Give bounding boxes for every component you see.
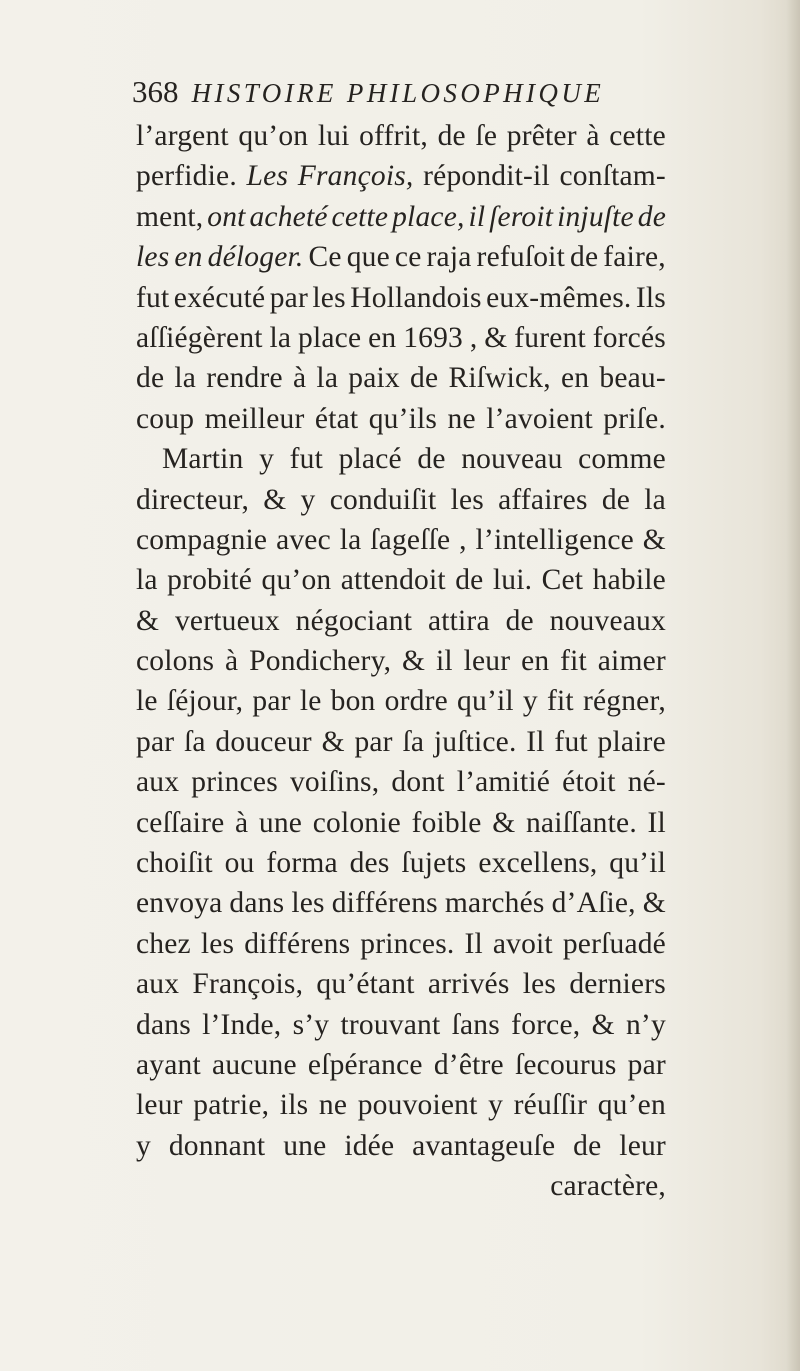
italic-word: François, [297,160,414,193]
word: ceſſaire [136,806,225,839]
word: ſageſſe [370,523,451,556]
word: attira [427,604,490,637]
word: perfidie. [136,160,237,193]
italic-word: injuſte [557,200,634,233]
word: y [488,1089,504,1122]
word: compagnie [136,523,268,556]
word: arrivés [427,968,510,1001]
text-line [136,520,666,560]
word: aux [136,766,180,799]
word: de [136,362,165,395]
word: ordre [384,685,448,718]
word: dont [391,766,445,799]
text-line [136,116,666,156]
text-line [136,439,666,479]
text-line [136,560,666,600]
word: leur [463,645,511,678]
word: princes [191,766,278,799]
word: ſe [475,120,498,152]
word: Il [647,806,666,839]
text-line [136,1126,666,1166]
word: n’y [625,1008,666,1041]
word: le [299,685,322,718]
word: ou [224,847,255,880]
word: force, [511,1008,581,1041]
word: état [314,402,359,435]
word: fut [554,725,588,758]
word: avantageuſe [412,1129,556,1162]
word: refuſoit [476,241,565,274]
word: Hollandois [350,281,482,314]
italic-word: les [136,241,170,274]
word: ſujets [401,847,467,880]
word: né- [627,766,666,799]
word: le [136,685,158,718]
text-line [136,762,666,802]
word: meilleur [204,402,305,435]
italic-word: ſeroit [489,200,554,233]
word: coup [136,402,195,435]
word: chez [136,927,191,960]
word: les [291,887,325,920]
word: avec [276,523,331,556]
word: ils [279,1089,309,1122]
word: les [312,281,346,314]
word: nouveau [461,443,563,476]
word: & [321,725,345,758]
word: offrit, [359,120,429,152]
word: en [368,321,397,354]
text-line [136,1045,666,1085]
word: & [642,523,666,556]
word: foible [411,806,482,839]
word: aucune [212,1048,297,1081]
word: ſans [451,1008,500,1041]
word: marchés [444,887,545,920]
word: princes. [360,927,455,960]
word: caractère, [550,1170,666,1203]
word: la [316,362,339,395]
word: placé [338,443,402,476]
word: les [522,968,557,1001]
word: & [642,887,666,920]
word: de [601,483,631,516]
word: lui. [492,564,533,597]
word: qu’on [261,564,332,597]
word: Il [526,725,545,758]
word: leur [619,1129,666,1162]
word: cette [609,120,666,152]
word: faire, [603,241,666,274]
word: forma [266,847,338,880]
word: directeur, [136,483,250,516]
text-line [136,681,666,721]
word: beau- [599,362,666,395]
word: & [484,321,508,354]
word: il [435,645,453,678]
word: raja [426,241,472,274]
word: attendoit [340,564,446,597]
word: par [269,281,308,314]
word: & [136,604,160,637]
word: aimer [597,645,666,678]
word: d’être [433,1048,504,1081]
word: en [560,362,590,395]
word: y [522,685,538,718]
text-line [136,1166,666,1206]
word: Ils [635,281,666,314]
word: donnant [168,1129,266,1162]
word: colons [136,645,215,678]
word: , [469,321,478,354]
word: qu’il [609,847,666,880]
word: différens [331,887,438,920]
word: ne [318,1089,348,1122]
italic-word: Les [246,160,289,193]
word: Ce [308,241,342,274]
word: de [417,443,446,476]
italic-word: en [174,241,203,274]
text-line [136,722,666,762]
text-line [136,197,666,237]
text-line [136,480,666,520]
text-line [136,964,666,1004]
text-line [136,641,666,681]
word: la [269,321,292,354]
word: avoit [492,927,553,960]
word: dans [229,887,285,920]
word: patrie, [193,1089,270,1122]
word: la [339,523,362,556]
text-line [136,278,666,318]
word: aſſiégèrent [136,321,263,354]
word: différens [244,927,351,960]
text-line [136,318,666,358]
italic-word: cette [331,200,389,233]
word: ſa [184,725,206,758]
word: l’avoient [486,402,593,435]
word: négociant [295,604,413,637]
word: fit [547,685,574,718]
word: fut [136,281,170,314]
word: nouveaux [549,604,666,637]
word: étoit [562,766,616,799]
italic-word: déloger. [207,241,304,274]
word: juſtice. [433,725,517,758]
word: Martin [162,443,244,476]
word: ayant [136,1048,201,1081]
word: que [346,241,390,274]
word: les [200,927,235,960]
word: Pondichery, [249,645,392,678]
word: & [492,806,516,839]
word: de [573,1129,602,1162]
body-text [136,116,666,1207]
word: trouvant [340,1008,441,1041]
word: forcés [592,321,666,354]
text-line [136,1005,666,1045]
word: les [450,483,484,516]
word: François, [192,968,304,1001]
text-line [136,358,666,398]
word: l’Inde, [202,1008,282,1041]
word: eſpérance [307,1048,423,1081]
word: qu’en [597,1089,666,1122]
word: habile [592,564,666,597]
word: qu’étant [316,968,415,1001]
word: dans [136,1008,191,1041]
italic-word: ont [207,200,246,233]
word: leur [136,1089,183,1122]
word: à [235,806,249,839]
word: furent [514,321,586,354]
word: prêter [506,120,577,152]
word: conduiſit [329,483,437,516]
word: y [300,483,316,516]
word: pouvoient [357,1089,478,1122]
word: une [258,806,303,839]
italic-word: place, [392,200,465,233]
text-line [136,803,666,843]
italic-word: acheté [249,200,328,233]
word: une [283,1129,327,1162]
word: paix [348,362,400,395]
word: envoya [136,887,223,920]
word: y [259,443,275,476]
word: des [349,847,390,880]
word: régner, [582,685,666,718]
word: bon [330,685,376,718]
word: rendre [206,362,283,395]
word: ſéjour, [166,685,244,718]
page-number: 368 [132,74,179,109]
word: Cet [541,564,584,597]
text-line [136,399,666,439]
text-line [136,1085,666,1125]
word: ce [394,241,422,274]
text-line [136,601,666,641]
word: l’intelligence [475,523,634,556]
word: la [644,483,666,516]
word: réuſſir [513,1089,588,1122]
word: y [136,1129,151,1162]
word: par [354,725,393,758]
word: derniers [569,968,666,1001]
word: ſecourus [514,1048,617,1081]
word: plaire [597,725,666,758]
word: de [437,120,466,152]
word: répondit-il [423,160,550,193]
word: idée [344,1129,395,1162]
word: l’argent [136,120,229,152]
text-line [136,237,666,277]
word: qu’ils [368,402,438,435]
word: eux-mêmes. [486,281,632,314]
word: de [410,362,439,395]
word: fut [289,443,323,476]
word: douceur [215,725,312,758]
word: ment, [136,200,204,233]
word: s’y [292,1008,330,1041]
word: la [136,564,158,597]
text-line [136,924,666,964]
word: colonie [312,806,401,839]
word: par [627,1048,666,1081]
word: à [292,362,307,395]
word: de [570,241,599,274]
word: à [586,120,600,152]
word: à [225,645,239,678]
word: qu’on [238,120,309,152]
word: fit [560,645,587,678]
word: de [455,564,484,597]
word: voiſins, [289,766,380,799]
word: affaires [498,483,588,516]
running-head: HISTOIRE PHILOSOPHIQUE [191,78,605,108]
word: par [136,725,175,758]
word: priſe. [603,402,666,435]
text-line [136,883,666,923]
page-header [132,74,662,120]
word: place [298,321,362,354]
word: probité [167,564,253,597]
word: choiſit [136,847,213,880]
word: Il [464,927,483,960]
word: vertueux [174,604,280,637]
word: qu’il [457,685,514,718]
word: aux [136,968,180,1001]
word: ſa [402,725,425,758]
word: par [252,685,291,718]
text-line [136,843,666,883]
italic-word: il [468,200,486,233]
italic-word: de [637,200,666,233]
word: lui [317,120,350,152]
word: Riſwick, [448,362,551,395]
word: ne [447,402,476,435]
word: naiſſante. [525,806,637,839]
word: conſtam- [559,160,666,193]
page-edge-shadow [786,0,800,1371]
word: perſuadé [562,927,666,960]
word: & [402,645,426,678]
word: comme [578,443,666,476]
word: en [521,645,550,678]
text-line [136,156,666,196]
word: 1693 [403,321,463,354]
word: & [263,483,287,516]
word: de [505,604,534,637]
word: & [591,1008,615,1041]
word: , [459,523,467,556]
word: d’Aſie, [551,887,636,920]
word: excellens, [478,847,598,880]
word: la [174,362,197,395]
word: exécuté [173,281,266,314]
word: l’amitié [456,766,551,799]
